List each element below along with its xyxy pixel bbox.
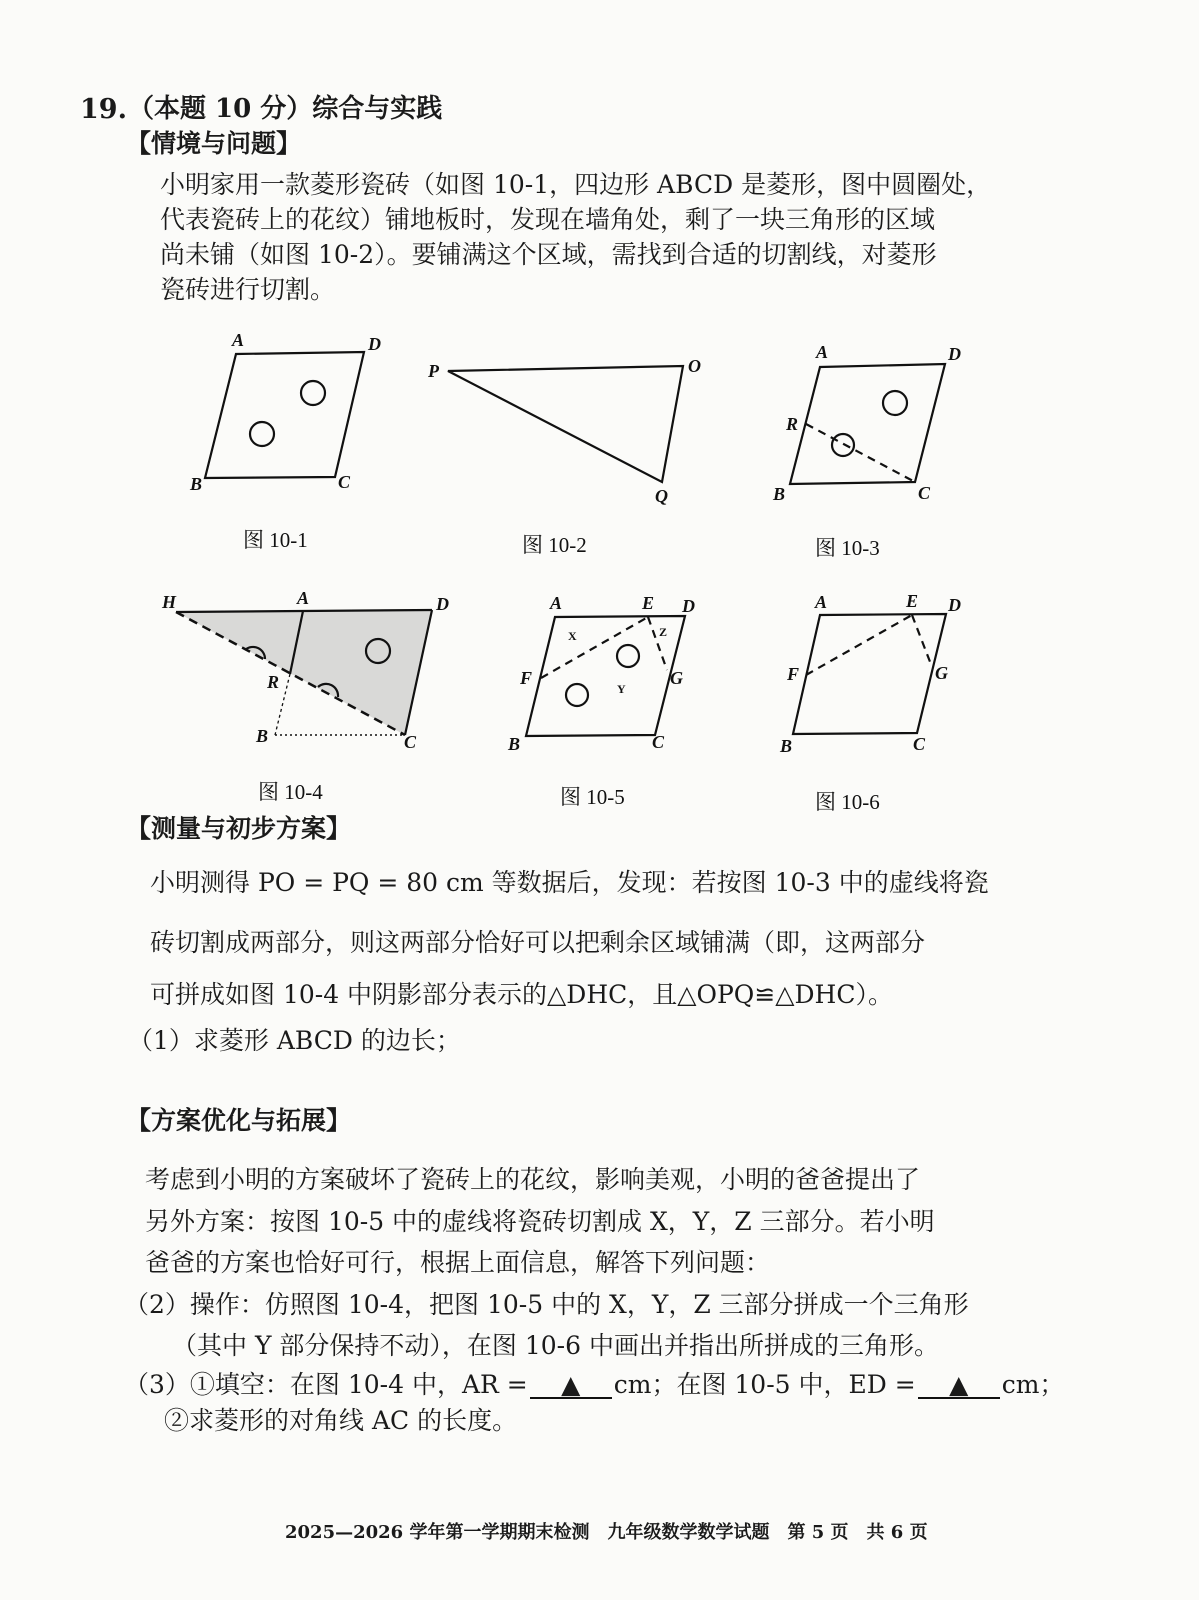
paragraph-line: 瓷砖进行切割。 [160, 275, 336, 304]
answer-blank-ed[interactable]: ▲ [918, 1372, 1000, 1399]
label-r: R [786, 414, 799, 434]
paragraph-line: 小明测得 PO = PQ = 80 cm 等数据后，发现：若按图 10-3 中的虚线将瓷 [150, 868, 989, 897]
figure-10-1 [205, 352, 364, 478]
label-c: C [404, 732, 417, 752]
part-label-z: Z [659, 625, 668, 639]
figure-10-6 [793, 614, 946, 734]
label-b: B [256, 726, 269, 746]
label-b: B [190, 474, 203, 494]
label-b: B [508, 734, 521, 754]
label-g: G [935, 663, 948, 683]
question-3-line2: ②求菱形的对角线 AC 的长度。 [164, 1406, 518, 1435]
figure-10-2 [448, 366, 683, 482]
part-label-y: Y [617, 682, 626, 696]
section-title-measurement: 【测量与初步方案】 [126, 814, 352, 843]
q3-mid: cm；在图 10-5 中，ED = [613, 1370, 916, 1399]
paragraph-line: 另外方案：按图 10-5 中的虚线将瓷砖切割成 X，Y，Z 三部分。若小明 [145, 1207, 935, 1236]
part-label-x: X [568, 629, 577, 643]
answer-blank-ar[interactable]: ▲ [530, 1372, 612, 1399]
section-title-situation: 【情境与问题】 [126, 129, 302, 158]
figure-10-4 [176, 610, 432, 735]
label-d: D [682, 596, 695, 616]
label-r: R [267, 672, 280, 692]
paragraph-line: 小明家用一款菱形瓷砖（如图 10-1，四边形 ABCD 是菱形，图中圆圈处， [160, 170, 992, 199]
paragraph-line: 代表瓷砖上的花纹）铺地板时，发现在墙角处，剩了一块三角形的区域 [160, 205, 936, 234]
paragraph-line: 尚未铺（如图 10-2）。要铺满这个区域，需找到合适的切割线，对菱形 [160, 240, 937, 269]
label-p: P [428, 361, 439, 381]
caption-fig-10-1: 图 10-1 [243, 528, 308, 552]
label-h: H [162, 592, 177, 612]
caption-fig-10-4: 图 10-4 [258, 780, 323, 804]
caption-fig-10-5: 图 10-5 [560, 785, 625, 809]
label-d: D [368, 334, 381, 354]
caption-fig-10-6: 图 10-6 [815, 790, 880, 814]
label-b: B [773, 484, 786, 504]
paragraph-line: 可拼成如图 10-4 中阴影部分表示的△DHC，且△OPQ≌△DHC）。 [150, 980, 893, 1009]
label-a: A [297, 588, 310, 608]
label-f: F [520, 668, 533, 688]
question-3-line1 [124, 1372, 1064, 1399]
label-a: A [815, 592, 828, 612]
label-d: D [948, 595, 961, 615]
paragraph-line: 考虑到小明的方案破坏了瓷砖上的花纹，影响美观，小明的爸爸提出了 [145, 1165, 921, 1194]
question-header: （本题 10 分）综合与实践 [128, 94, 443, 124]
label-q: Q [655, 486, 668, 506]
caption-fig-10-3: 图 10-3 [815, 536, 880, 560]
paragraph-line: 砖切割成两部分，则这两部分恰好可以把剩余区域铺满（即，这两部分 [150, 928, 926, 957]
question-number: 19. [80, 94, 127, 125]
figure-10-3 [790, 364, 945, 484]
question-2-line1: （2）操作：仿照图 10-4，把图 10-5 中的 X，Y，Z 三部分拼成一个三角形 [124, 1290, 969, 1319]
label-d: D [436, 594, 449, 614]
page-footer: 2025—2026 学年第一学期期末检测 九年级数学数学试题 第 5 页 共 6 页 [285, 1522, 928, 1543]
question-2-line2: （其中 Y 部分保持不动），在图 10-6 中画出并指出所拼成的三角形。 [172, 1331, 939, 1360]
label-c: C [918, 483, 931, 503]
label-e: E [642, 593, 655, 613]
q3-prefix: （3）①填空：在图 10-4 中，AR = [124, 1370, 528, 1399]
label-c: C [338, 472, 351, 492]
label-e: E [906, 591, 919, 611]
label-g: G [670, 668, 683, 688]
q3-suffix: cm； [1001, 1370, 1065, 1399]
question-1: （1）求菱形 ABCD 的边长； [128, 1026, 461, 1055]
paragraph-line: 爸爸的方案也恰好可行，根据上面信息，解答下列问题： [145, 1248, 771, 1277]
label-d: D [948, 344, 961, 364]
label-b: B [780, 736, 793, 756]
label-o: O [688, 356, 701, 376]
section-title-optimization: 【方案优化与拓展】 [126, 1106, 352, 1135]
label-a: A [550, 593, 563, 613]
label-c: C [913, 734, 926, 754]
label-c: C [652, 732, 665, 752]
label-f: F [787, 664, 800, 684]
label-a: A [232, 330, 245, 350]
caption-fig-10-2: 图 10-2 [522, 533, 587, 557]
label-a: A [816, 342, 829, 362]
